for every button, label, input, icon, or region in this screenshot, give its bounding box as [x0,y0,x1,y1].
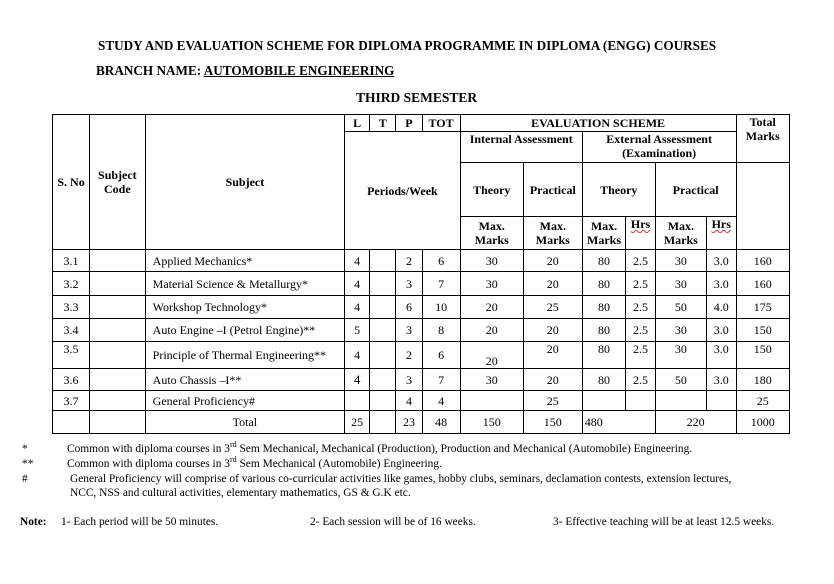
col-header-max-marks: Max. Marks [523,217,582,250]
col-header-periods: Periods/Week [345,132,461,250]
footnote-text: Common with diploma courses in 3rd Sem Mechanical (Automobile) Engineering. [67,455,442,470]
col-header-hrs: Hrs [630,217,651,231]
cell-sno: 3.2 [53,272,90,296]
cell-total: 150 [736,319,790,342]
cell-total-tot: 48 [422,411,460,434]
cell-sno: 3.5 [53,342,90,369]
cell-code [90,296,146,319]
note-label: Note: [20,516,47,528]
cell-ext-theory: 80 [582,250,626,272]
col-header-ext-practical: Practical [655,163,736,217]
evaluation-scheme-table [52,114,790,434]
cell-int-practical: 20 [523,250,582,272]
footnote-text: General Proficiency will comprise of various co-curricular activities like games, hobby clubs, seminars, declamation contests, extension lectures, [70,473,732,485]
cell-l: 4 [345,369,370,391]
cell-int-theory: 30 [460,272,523,296]
cell-total-label: Total [145,411,344,434]
cell-code [90,319,146,342]
cell-code [90,272,146,296]
cell-total-l: 25 [345,411,370,434]
total-row [53,411,790,434]
cell-subject: Auto Chassis –I** [145,369,344,391]
cell-ext-practical-hrs: 3.0 [706,369,736,391]
cell-l [345,391,370,411]
cell-sno: 3.6 [53,369,90,391]
cell-int-practical: 20 [523,272,582,296]
cell-total-ext-theory: 480 [582,411,655,434]
cell-total: 25 [736,391,790,411]
cell-ext-theory-hrs: 2.5 [626,250,655,272]
cell-sno: 3.4 [53,319,90,342]
cell-sno: 3.7 [53,391,90,411]
cell-t [370,250,396,272]
footnote-text: NCC, NSS and cultural activities, elementary mathematics, GS & G.K etc. [70,487,411,499]
cell-t [370,296,396,319]
cell-t [370,369,396,391]
cell-int-theory: 20 [460,296,523,319]
cell-ext-practical: 30 [655,342,706,369]
cell-code [90,391,146,411]
table-row [53,296,790,319]
cell-ext-theory-hrs: 2.5 [626,369,655,391]
cell-ext-theory [582,391,626,411]
cell-p: 3 [396,369,422,391]
table-row [53,369,790,391]
col-header-tot: TOT [422,115,460,132]
cell-ext-practical: 30 [655,319,706,342]
cell-ext-theory: 80 [582,369,626,391]
total-marks-spacer [736,163,790,250]
cell-int-practical: 25 [523,391,582,411]
cell-p: 3 [396,272,422,296]
cell-t [370,342,396,369]
cell-subject: Auto Engine –I (Petrol Engine)** [145,319,344,342]
col-header-max-marks: Max. Marks [582,217,626,250]
col-header-p: P [396,115,422,132]
cell-total: 175 [736,296,790,319]
footnote-text: Common with diploma courses in 3rd Sem Mechanical, Mechanical (Production), Production and Mechanical (Automobile) Engineering. [67,440,693,455]
col-header-max-marks: Max. Marks [460,217,523,250]
cell-l: 4 [345,272,370,296]
table-row [53,272,790,296]
cell-code [90,250,146,272]
cell-total-int-practical: 150 [523,411,582,434]
table-row [53,250,790,272]
table-row [53,319,790,342]
cell-ext-practical: 50 [655,369,706,391]
col-header-max-marks: Max. Marks [655,217,706,250]
branch-label: BRANCH NAME: [96,63,202,78]
cell-subject: Principle of Thermal Engineering** [145,342,344,369]
branch-line [96,63,394,79]
cell-tot: 4 [422,391,460,411]
col-header-ext-theory: Theory [582,163,655,217]
cell-total: 150 [736,342,790,369]
cell-ext-theory-hrs: 2.5 [626,296,655,319]
col-header-subject: Subject [145,115,344,250]
cell-int-theory [460,391,523,411]
cell-p: 6 [396,296,422,319]
cell-ext-practical-hrs [706,391,736,411]
col-header-internal: Internal Assessment [460,132,582,163]
cell-l: 4 [345,250,370,272]
cell-t [370,391,396,411]
cell-code [90,342,146,369]
col-header-sno: S. No [53,115,90,250]
cell-tot: 8 [422,319,460,342]
cell-ext-theory: 80 [582,272,626,296]
cell-ext-practical-hrs: 3.0 [706,250,736,272]
cell-ext-practical: 30 [655,272,706,296]
cell-tot: 7 [422,369,460,391]
cell-ext-practical [655,391,706,411]
cell-t [370,272,396,296]
semester-title: THIRD SEMESTER [356,90,478,105]
cell-subject: Material Science & Metallurgy* [145,272,344,296]
cell-total: 180 [736,369,790,391]
cell-ext-theory: 80 [582,342,626,369]
cell-total-ext-practical: 220 [655,411,736,434]
cell-l: 4 [345,296,370,319]
branch-value: AUTOMOBILE ENGINEERING [203,63,395,78]
cell-ext-theory-hrs [626,391,655,411]
cell-ext-practical-hrs: 3.0 [706,319,736,342]
cell-p: 3 [396,319,422,342]
cell-l: 4 [345,342,370,369]
cell-ext-theory-hrs: 2.5 [626,272,655,296]
cell-ext-practical-hrs: 4.0 [706,296,736,319]
footnote-symbol: * [22,443,28,455]
cell-total-int-theory: 150 [460,411,523,434]
col-header-external: External Assessment (Examination) [582,132,736,163]
cell-int-theory: 30 [460,250,523,272]
cell-p: 2 [396,250,422,272]
cell-code [90,369,146,391]
col-header-t: T [370,115,396,132]
cell-subject: Applied Mechanics* [145,250,344,272]
cell-total: 160 [736,272,790,296]
cell-int-practical: 20 [523,342,582,369]
note-item: 2- Each session will be of 16 weeks. [310,516,476,528]
cell-sno: 3.1 [53,250,90,272]
cell-ext-theory: 80 [582,296,626,319]
cell-subject: General Proficiency# [145,391,344,411]
cell-empty [90,411,146,434]
cell-p: 4 [396,391,422,411]
cell-ext-theory-hrs: 2.5 [626,342,655,369]
footnote-symbol: ** [22,458,34,470]
cell-ext-theory-hrs: 2.5 [626,319,655,342]
cell-empty [370,411,396,434]
cell-ext-practical-hrs: 3.0 [706,342,736,369]
cell-subject: Workshop Technology* [145,296,344,319]
col-header-hrs: Hrs [711,217,731,231]
cell-total: 160 [736,250,790,272]
cell-ext-practical: 30 [655,250,706,272]
note-item: 1- Each period will be 50 minutes. [61,516,219,528]
cell-ext-practical: 50 [655,296,706,319]
col-header-eval: EVALUATION SCHEME [460,115,736,132]
note-item: 3- Effective teaching will be at least 12.5 weeks. [553,516,775,528]
cell-p: 2 [396,342,422,369]
cell-int-practical: 25 [523,296,582,319]
cell-ext-practical-hrs: 3.0 [706,272,736,296]
cell-t [370,319,396,342]
cell-tot: 6 [422,250,460,272]
col-header-l: L [345,115,370,132]
cell-int-practical: 20 [523,369,582,391]
col-header-int-theory: Theory [460,163,523,217]
cell-tot: 6 [422,342,460,369]
cell-grand-total: 1000 [736,411,790,434]
table-row [53,342,790,369]
cell-ext-theory: 80 [582,319,626,342]
cell-tot: 10 [422,296,460,319]
cell-int-practical: 20 [523,319,582,342]
document-title: STUDY AND EVALUATION SCHEME FOR DIPLOMA PROGRAMME IN DIPLOMA (ENGG) COURSES [98,38,717,53]
cell-tot: 7 [422,272,460,296]
cell-l: 5 [345,319,370,342]
col-header-int-practical: Practical [523,163,582,217]
cell-sno: 3.3 [53,296,90,319]
footnote-symbol: # [22,473,28,485]
col-header-total: Total Marks [736,115,790,163]
table-row [53,391,790,411]
cell-total-p: 23 [396,411,422,434]
cell-int-theory: 20 [460,342,523,369]
cell-int-theory: 30 [460,369,523,391]
cell-empty [53,411,90,434]
cell-int-theory: 20 [460,319,523,342]
col-header-code: Subject Code [90,115,146,250]
